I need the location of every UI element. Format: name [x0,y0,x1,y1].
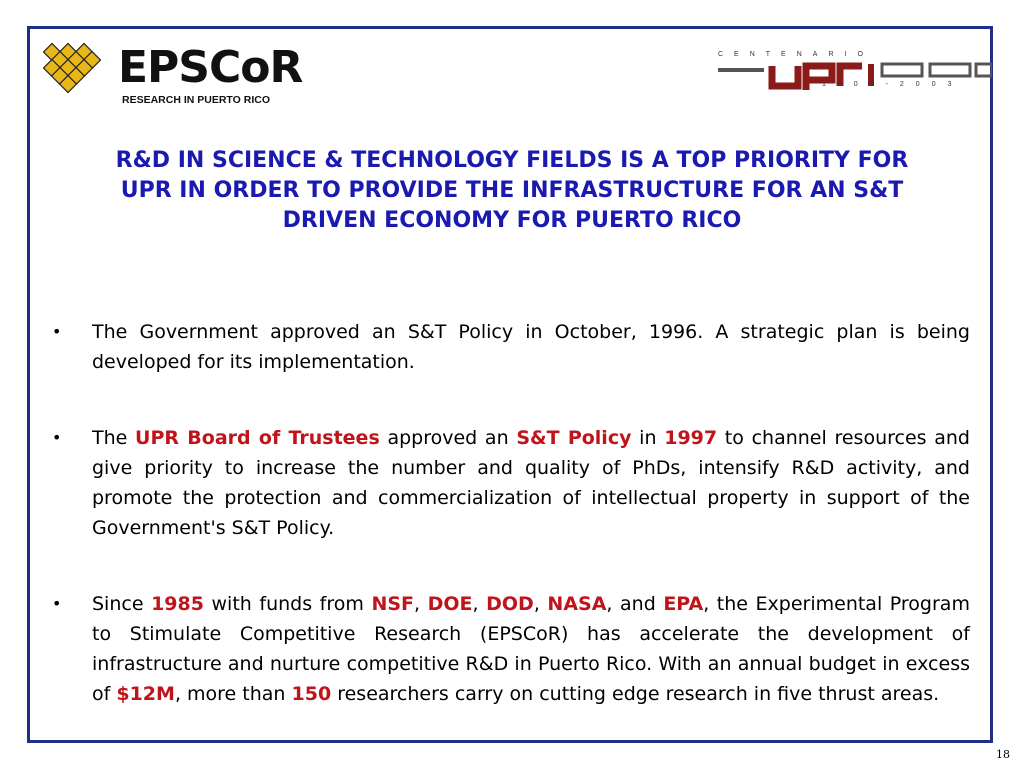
bullet-text: , [472,593,487,615]
page-number: 18 [996,748,1010,761]
bullet-text: , and [606,593,664,615]
bullet-text: approved an [379,427,517,449]
epscor-subtitle: RESEARCH IN PUERTO RICO [122,94,270,106]
diamond-lattice-icon [40,40,110,100]
bullet-text: Since [92,593,152,615]
highlight-text: NASA [547,593,607,615]
bullet-text: with funds from [203,593,372,615]
highlight-text: S&T Policy [516,427,632,449]
highlight-text: DOE [427,593,473,615]
highlight-text: 150 [291,683,332,705]
bullet-item [52,317,970,377]
bullet-dot: • [52,428,62,447]
highlight-text: $12M [116,683,175,705]
bullet-dot: • [52,594,62,613]
highlight-text: UPR Board of Trustees [135,427,380,449]
centenario-text: CENTENARIO [718,51,874,58]
highlight-text: 1985 [151,593,204,615]
bullet-item [52,423,970,543]
epscor-wordmark: EPSCoR [118,42,303,93]
epscor-logo [40,40,303,106]
bullet-text: , [414,593,428,615]
highlight-text: 1997 [664,427,718,449]
bullet-text: , [533,593,548,615]
bullet-text: The Government approved an S&T Policy in October, 1996. A strategic plan is being developed for its implementation. [92,321,970,373]
bullet-text: researchers carry on cutting edge research in five thrust areas. [331,683,940,705]
years-text: 1903-2003 [822,81,964,88]
bullet-text: , the Experimental Program to Stimulate Competitive Research (EPSCoR) has accelerate the development of infrastructure and nurture competitive R&D in Puerto Rico. With an annual budget in excess of [92,593,970,705]
upr-centenario-logo [718,52,992,100]
bullet-text: to channel resources and give priority to increase the number and quality of PhDs, intensify R&D activity, and promote the protection and commercialization of intellectual property in support of the Government's S&T Policy. [92,427,970,539]
highlight-text: DOD [486,593,534,615]
bullet-text: , more than [174,683,292,705]
highlight-text: NSF [371,593,415,615]
bullet-list [52,317,970,709]
bullet-text: in [631,427,665,449]
slide-heading: R&D IN SCIENCE & TECHNOLOGY FIELDS IS A TOP PRIORITY FOR UPR IN ORDER TO PROVIDE THE INFRASTRUCTURE FOR AN S&T DRIVEN ECONOMY FOR PUERTO RICO [115,148,909,233]
bullet-text: The [92,427,136,449]
highlight-text: EPA [663,593,704,615]
bullet-item [52,589,970,709]
bullet-dot: • [52,322,62,341]
